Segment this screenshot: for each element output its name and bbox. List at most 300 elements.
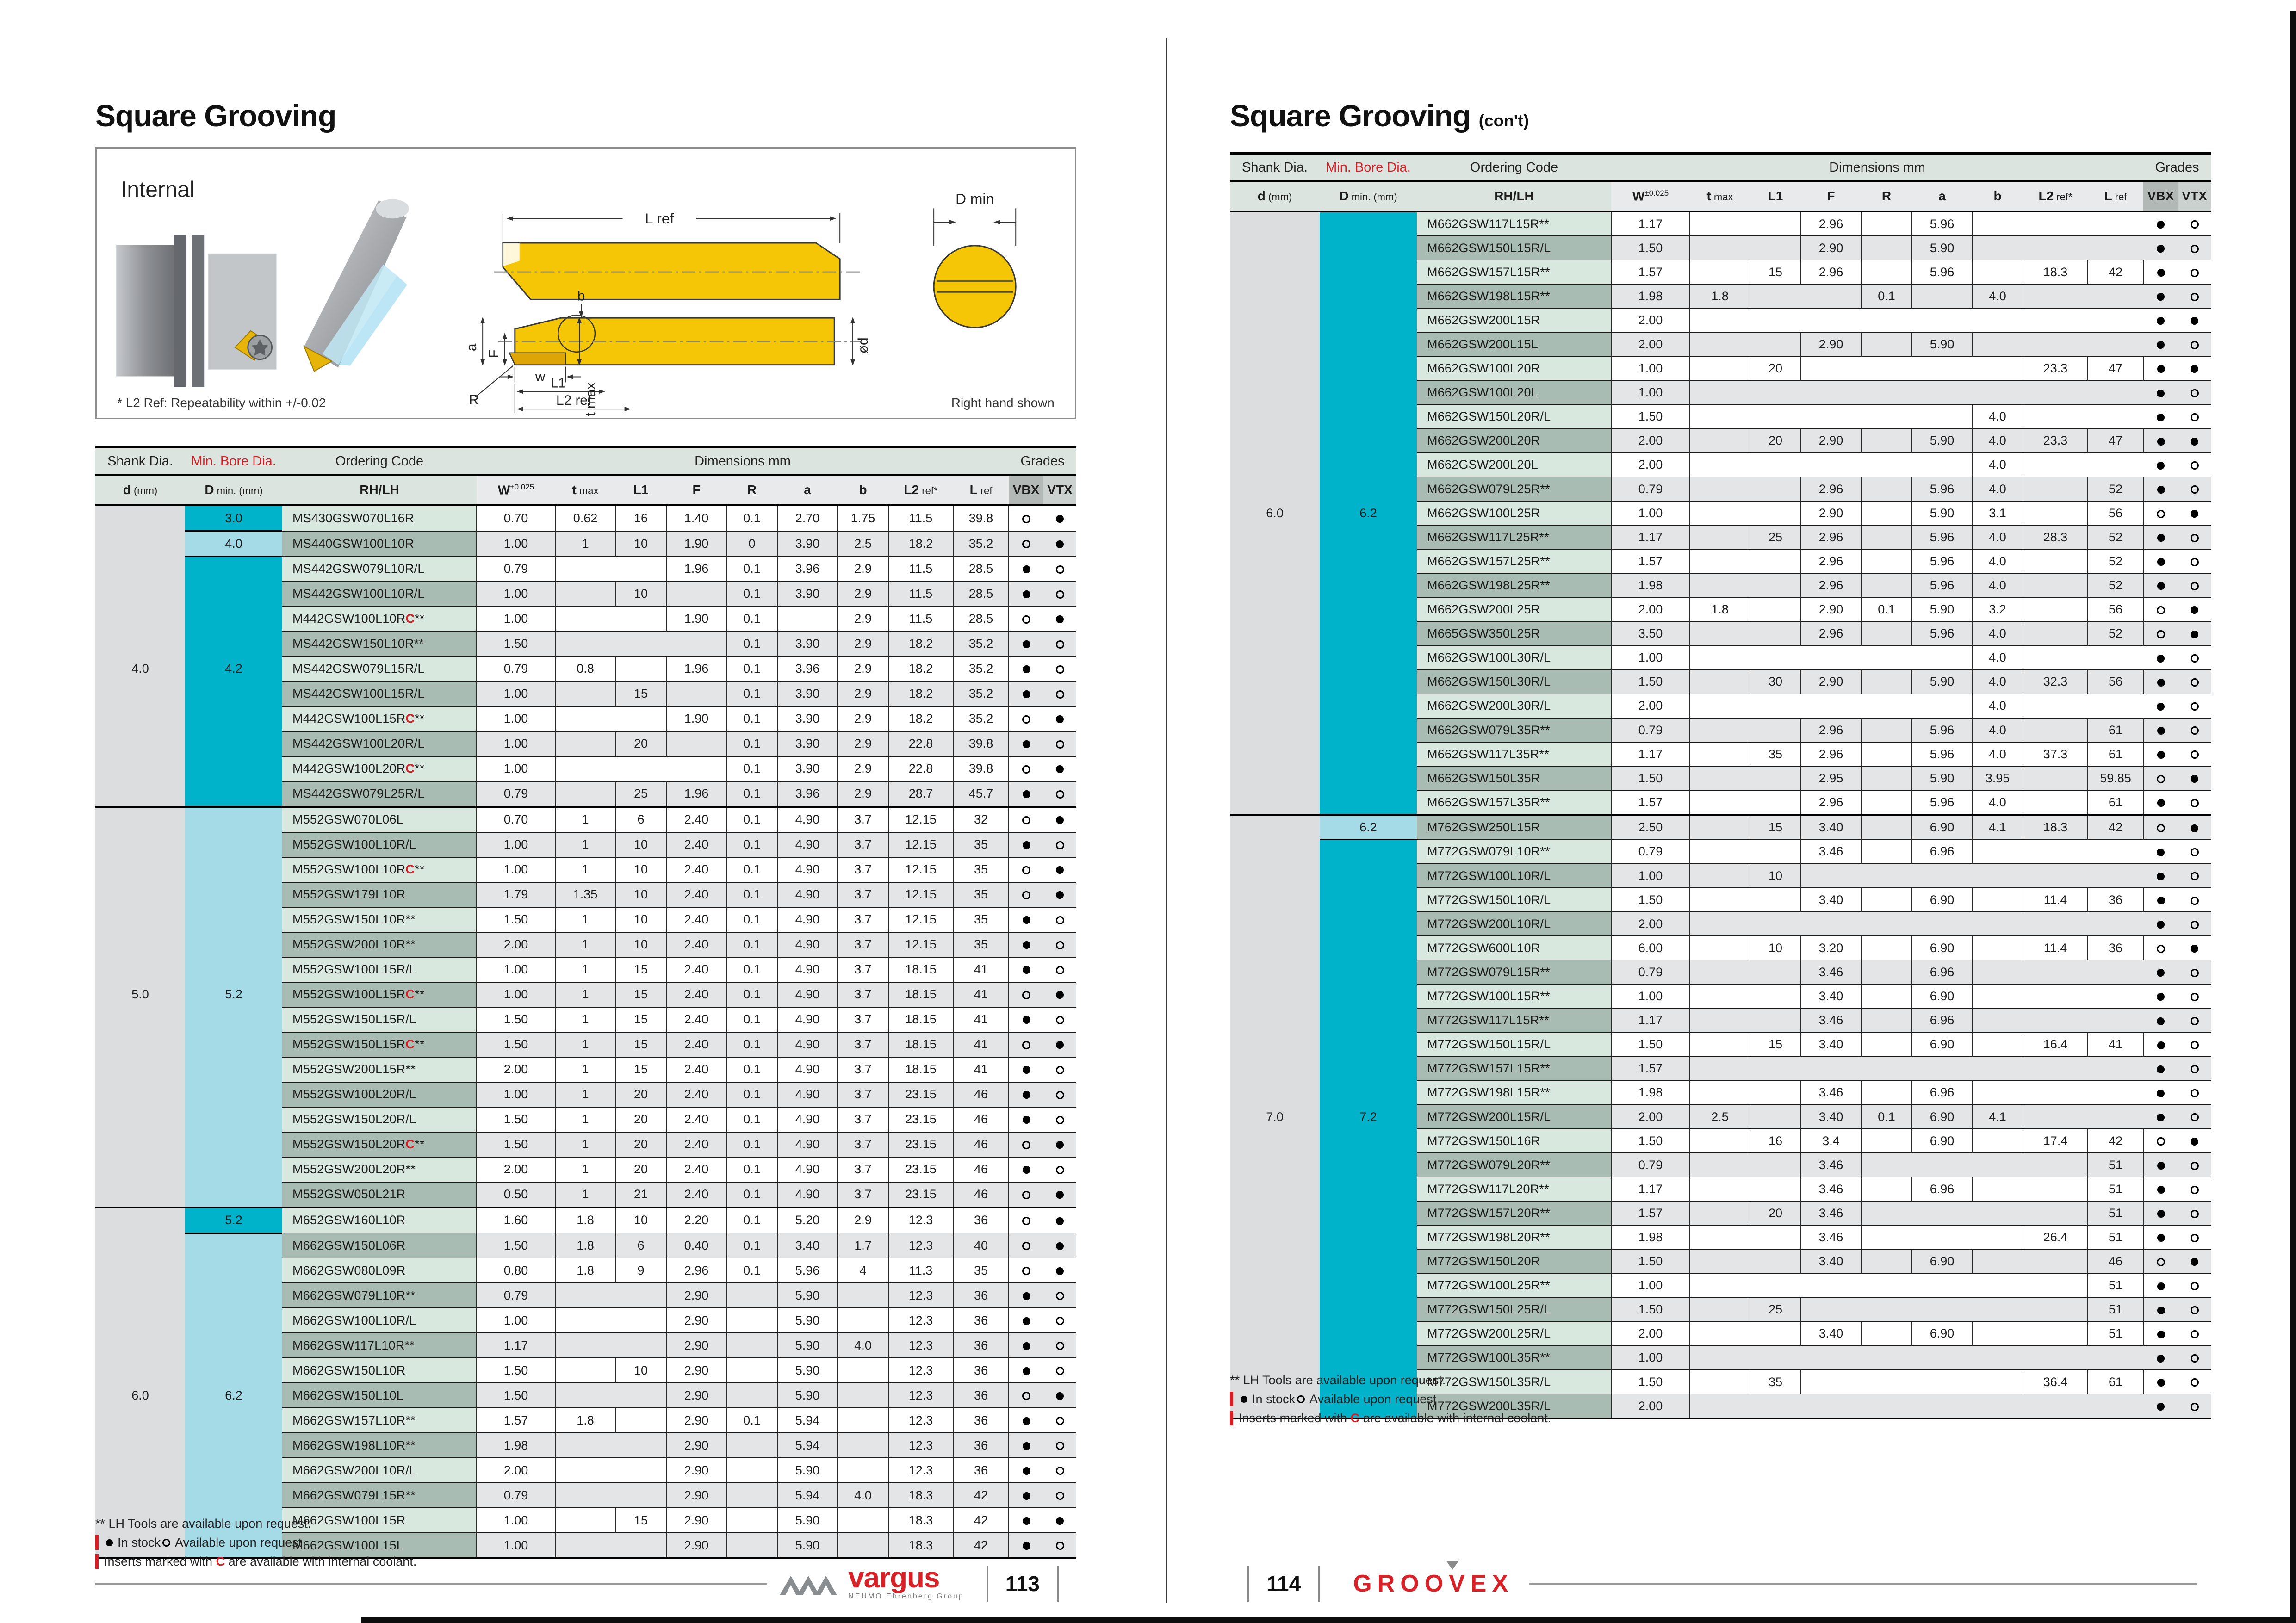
cell-min-bore-dia xyxy=(1320,381,1417,405)
in-stock-dot xyxy=(2157,1017,2165,1025)
cell-grade-vbx xyxy=(2143,766,2178,790)
cell-l1: 6 xyxy=(615,807,666,832)
in-stock-dot xyxy=(1023,841,1030,849)
cell-a: 5.90 xyxy=(777,1308,838,1333)
cell-r xyxy=(726,1308,777,1333)
cell-grade-vtx xyxy=(1043,505,1076,531)
cell-lref xyxy=(2088,211,2143,236)
on-request-dot xyxy=(1022,866,1030,874)
on-request-dot xyxy=(2157,1258,2165,1266)
cell-l2ref: 12.3 xyxy=(888,1408,953,1433)
cell-a: 5.94 xyxy=(777,1408,838,1433)
col-b: b xyxy=(838,475,888,506)
cell-w: 2.00 xyxy=(1611,912,1690,936)
cell-lref: 35.2 xyxy=(953,531,1009,557)
cell-a: 5.96 xyxy=(1912,525,1972,549)
cell-lref xyxy=(2088,1394,2143,1419)
cell-a: 6.90 xyxy=(1912,1033,1972,1057)
cell-a: 5.90 xyxy=(777,1283,838,1308)
cell-f: 3.40 xyxy=(1801,985,1861,1009)
table-row xyxy=(1230,308,2211,332)
cell-w: 1.57 xyxy=(1611,260,1690,284)
cell-grade-vbx xyxy=(1009,957,1043,982)
cell-w: 1.57 xyxy=(1611,790,1690,815)
on-request-dot xyxy=(2191,921,2199,929)
cell-r: 0.1 xyxy=(726,607,777,632)
on-request-dot xyxy=(1022,1041,1030,1049)
cell-b: 4.0 xyxy=(1972,718,2023,742)
cell-grade-vbx xyxy=(2143,211,2178,236)
in-stock-dot xyxy=(2157,873,2165,880)
cell-min-bore-dia xyxy=(1320,236,1417,260)
cell-grade-vtx xyxy=(2178,936,2211,960)
cell-min-bore-dia xyxy=(1320,718,1417,742)
cell-l2ref xyxy=(2023,912,2088,936)
in-stock-dot xyxy=(2157,341,2165,349)
cell-l2ref xyxy=(2023,1201,2088,1225)
cell-a: 4.90 xyxy=(777,807,838,832)
cell-shank-dia xyxy=(95,832,185,857)
cell-ordering-code: MS442GSW079L10R/L xyxy=(282,557,477,582)
cell-b xyxy=(1972,236,2023,260)
cell-a: 3.90 xyxy=(777,681,838,706)
cell-l1 xyxy=(615,1483,666,1508)
cell-r xyxy=(1861,525,1912,549)
cell-grade-vtx xyxy=(1043,756,1076,781)
on-request-dot xyxy=(1056,1066,1064,1074)
on-request-dot xyxy=(1056,1116,1064,1124)
cell-lref: 36 xyxy=(953,1433,1009,1458)
in-stock-dot xyxy=(2157,317,2165,325)
cell-a: 5.96 xyxy=(1912,790,1972,815)
col-d: d (mm) xyxy=(95,475,185,506)
cell-l2ref xyxy=(2023,381,2088,405)
cell-shank-dia xyxy=(95,907,185,932)
cell-tmax: 1 xyxy=(555,531,615,557)
cell-r xyxy=(1861,477,1912,501)
cell-shank-dia xyxy=(1230,694,1320,718)
table-row xyxy=(1230,815,2211,840)
cell-f: 2.40 xyxy=(666,1157,726,1182)
cell-r: 0.1 xyxy=(726,1233,777,1258)
cell-f: 2.90 xyxy=(1801,501,1861,525)
cell-shank-dia xyxy=(95,1132,185,1157)
dim-label-tmax: t max xyxy=(583,382,598,416)
cell-min-bore-dia xyxy=(185,706,282,731)
cell-l2ref: 12.3 xyxy=(888,1208,953,1233)
cell-a: 3.90 xyxy=(777,706,838,731)
cell-f xyxy=(1801,864,1861,888)
cell-ordering-code: M772GSW117L15R** xyxy=(1417,1009,1611,1033)
cell-r xyxy=(1861,718,1912,742)
cell-w: 1.50 xyxy=(477,1107,555,1132)
cell-w: 2.50 xyxy=(1611,815,1690,840)
cell-f xyxy=(666,632,726,657)
tool-body-top xyxy=(503,243,840,299)
cell-r xyxy=(1861,260,1912,284)
cell-ordering-code: M662GSW100L15R xyxy=(282,1508,477,1533)
cell-tmax xyxy=(1690,912,1750,936)
diagram-note: * L2 Ref: Repeatability within +/-0.02 xyxy=(117,396,326,410)
cell-f: 2.90 xyxy=(666,1333,726,1358)
cell-tmax xyxy=(1690,864,1750,888)
cell-grade-vbx xyxy=(1009,756,1043,781)
cell-shank-dia xyxy=(1230,790,1320,815)
cell-l1 xyxy=(1750,960,1801,984)
cell-grade-vbx xyxy=(2143,573,2178,597)
cell-grade-vtx xyxy=(2178,864,2211,888)
cell-l2ref xyxy=(2023,1177,2088,1201)
cell-r xyxy=(1861,501,1912,525)
cell-a: 3.90 xyxy=(777,632,838,657)
on-request-dot xyxy=(1056,790,1064,799)
cell-r xyxy=(1861,1370,1912,1394)
cell-grade-vtx xyxy=(1043,706,1076,731)
cell-a: 4.90 xyxy=(777,907,838,932)
table-row xyxy=(1230,405,2211,429)
cell-min-bore-dia xyxy=(1320,1298,1417,1322)
cell-w: 1.50 xyxy=(477,1358,555,1383)
cell-l1: 20 xyxy=(615,1157,666,1182)
cell-f: 2.96 xyxy=(1801,790,1861,815)
cell-grade-vbx xyxy=(2143,864,2178,888)
cell-l1: 15 xyxy=(615,957,666,982)
cell-min-bore-dia xyxy=(1320,1250,1417,1274)
cell-lref: 40 xyxy=(953,1233,1009,1258)
cell-w: 1.00 xyxy=(477,607,555,632)
cell-l2ref xyxy=(2023,1322,2088,1346)
header-min-bore-dia: Min. Bore Dia. xyxy=(185,447,282,475)
cell-tmax: 1 xyxy=(555,1132,615,1157)
cell-l1 xyxy=(1750,1274,1801,1298)
cell-b: 2.9 xyxy=(838,781,888,807)
cell-a: 4.90 xyxy=(777,882,838,907)
cell-l1 xyxy=(1750,1057,1801,1081)
on-request-dot xyxy=(1022,715,1030,724)
cell-w: 1.50 xyxy=(1611,888,1690,912)
cell-grade-vtx xyxy=(2178,694,2211,718)
col-tmax: t max xyxy=(1690,181,1750,212)
on-request-dot xyxy=(2191,654,2199,663)
cell-ordering-code: M552GSW070L06L xyxy=(282,807,477,832)
on-request-dot xyxy=(2191,969,2199,977)
cell-b xyxy=(838,1283,888,1308)
cell-r: 0.1 xyxy=(1861,598,1912,622)
cell-w: 2.00 xyxy=(477,1157,555,1182)
in-stock-dot xyxy=(2157,1162,2165,1170)
cell-a xyxy=(1912,1370,1972,1394)
cell-r: 0.1 xyxy=(726,657,777,681)
header-grades: Grades xyxy=(2143,153,2211,181)
cell-a: 5.90 xyxy=(1912,766,1972,790)
diagram-hand-note: Right hand shown xyxy=(951,396,1055,410)
cell-w: 2.00 xyxy=(1611,453,1690,477)
cell-grade-vbx xyxy=(2143,1009,2178,1033)
cell-shank-dia xyxy=(1230,646,1320,670)
in-stock-dot xyxy=(1056,891,1064,899)
cell-ordering-code: M772GSW150L15R/L xyxy=(1417,1033,1611,1057)
cell-w: 1.00 xyxy=(477,957,555,982)
on-request-dot xyxy=(2191,726,2199,735)
cell-b: 2.5 xyxy=(838,531,888,557)
cell-shank-dia xyxy=(95,1483,185,1508)
cell-lref xyxy=(2088,840,2143,864)
grooving-table-left xyxy=(95,446,1076,1559)
cell-grade-vtx xyxy=(1043,882,1076,907)
cell-shank-dia xyxy=(95,1258,185,1283)
cell-grade-vtx xyxy=(1043,1157,1076,1182)
cell-w: 1.50 xyxy=(1611,405,1690,429)
cell-l1: 10 xyxy=(1750,864,1801,888)
cell-ordering-code: M662GSW198L10R** xyxy=(282,1433,477,1458)
tool-front-view xyxy=(934,246,1016,328)
cell-shank-dia xyxy=(95,706,185,731)
cell-w: 2.00 xyxy=(1611,598,1690,622)
cell-b: 4.0 xyxy=(838,1333,888,1358)
cell-grade-vbx xyxy=(1009,1433,1043,1458)
in-stock-dot xyxy=(1056,866,1064,874)
in-stock-dot xyxy=(2157,655,2165,663)
cell-w: 1.50 xyxy=(477,1032,555,1057)
on-request-dot xyxy=(2191,269,2199,277)
cell-lref: 36 xyxy=(2088,888,2143,912)
cell-l1: 15 xyxy=(615,1007,666,1032)
scan-edge-right xyxy=(2290,11,2296,1623)
header-dimensions: Dimensions mm xyxy=(1611,153,2143,181)
cell-ordering-code: M772GSW100L10R/L xyxy=(1417,864,1611,888)
cell-lref: 28.5 xyxy=(953,582,1009,607)
cell-ordering-code: M662GSW100L15L xyxy=(282,1533,477,1558)
table-row xyxy=(1230,1153,2211,1177)
cell-lref: 51 xyxy=(2088,1153,2143,1177)
on-request-dot xyxy=(1022,1141,1030,1149)
cell-r xyxy=(1861,1346,1912,1370)
cell-grade-vbx xyxy=(1009,632,1043,657)
cell-r xyxy=(1861,936,1912,960)
cell-ordering-code: M772GSW150L16R xyxy=(1417,1129,1611,1153)
cell-grade-vtx xyxy=(1043,1308,1076,1333)
cell-a xyxy=(1912,864,1972,888)
cell-r: 0.1 xyxy=(726,731,777,756)
cell-r xyxy=(1861,790,1912,815)
cell-r: 0.1 xyxy=(726,632,777,657)
on-request-dot xyxy=(2191,389,2199,397)
cell-tmax xyxy=(1690,1153,1750,1177)
on-request-dot xyxy=(1022,1242,1030,1250)
cell-tmax xyxy=(1690,429,1750,453)
on-request-dot xyxy=(2191,245,2199,253)
cell-l1 xyxy=(1750,573,1801,597)
cell-w: 1.00 xyxy=(477,1508,555,1533)
cell-shank-dia xyxy=(95,1082,185,1107)
cell-b xyxy=(1972,260,2023,284)
cell-l1: 20 xyxy=(615,1107,666,1132)
table-row xyxy=(1230,1201,2211,1225)
cell-min-bore-dia xyxy=(1320,694,1417,718)
cell-tmax xyxy=(1690,766,1750,790)
cell-min-bore-dia xyxy=(1320,1274,1417,1298)
cell-r: 0.1 xyxy=(726,1107,777,1132)
cell-tmax xyxy=(1690,1394,1750,1419)
cell-min-bore-dia xyxy=(1320,1346,1417,1370)
cell-b: 4.0 xyxy=(1972,742,2023,766)
cell-r xyxy=(1861,840,1912,864)
cell-w: 1.00 xyxy=(477,857,555,882)
table-row xyxy=(95,1057,1076,1082)
cell-r: 0.1 xyxy=(726,807,777,832)
cell-r xyxy=(726,1383,777,1408)
cell-b xyxy=(1972,936,2023,960)
cell-l2ref: 11.5 xyxy=(888,505,953,531)
cell-a: 3.40 xyxy=(777,1233,838,1258)
footnote-coolant: Inserts marked with C are available with internal coolant. xyxy=(1230,1411,1551,1425)
cell-tmax xyxy=(1690,260,1750,284)
col-rhlh: RH/LH xyxy=(282,475,477,506)
on-request-dot xyxy=(2191,1113,2199,1121)
cell-l1 xyxy=(1750,405,1801,429)
cell-shank-dia xyxy=(1230,381,1320,405)
in-stock-dot xyxy=(2157,751,2165,759)
cell-grade-vtx xyxy=(1043,1358,1076,1383)
in-stock-dot xyxy=(1023,590,1030,598)
cell-r: 0 xyxy=(726,531,777,557)
cell-min-bore-dia xyxy=(185,1483,282,1508)
cell-shank-dia xyxy=(1230,718,1320,742)
cell-r: 0.1 xyxy=(726,957,777,982)
cell-tmax xyxy=(1690,1009,1750,1033)
cell-a: 5.90 xyxy=(1912,598,1972,622)
cell-grade-vtx xyxy=(1043,657,1076,681)
cell-b xyxy=(1972,1394,2023,1419)
table-header-groups xyxy=(1230,153,2211,181)
cell-l1: 15 xyxy=(1750,1033,1801,1057)
table-row xyxy=(1230,501,2211,525)
cell-shank-dia xyxy=(1230,405,1320,429)
cell-b: 3.7 xyxy=(838,982,888,1007)
cell-tmax xyxy=(555,781,615,807)
cell-ordering-code: M772GSW079L10R** xyxy=(1417,840,1611,864)
on-request-dot xyxy=(1056,1542,1064,1550)
table-row xyxy=(95,531,1076,557)
on-request-dot xyxy=(2191,848,2199,856)
cell-ordering-code: M662GSW150L15R/L xyxy=(1417,236,1611,260)
cell-lref: 56 xyxy=(2088,598,2143,622)
cell-shank-dia xyxy=(1230,429,1320,453)
cell-l2ref: 12.3 xyxy=(888,1358,953,1383)
cell-shank-dia xyxy=(1230,1274,1320,1298)
in-stock-dot xyxy=(1023,1417,1030,1425)
cell-a: 6.90 xyxy=(1912,1322,1972,1346)
table-row xyxy=(95,1408,1076,1433)
cell-lref: 51 xyxy=(2088,1322,2143,1346)
cell-grade-vbx xyxy=(1009,582,1043,607)
cell-a: 6.90 xyxy=(1912,1129,1972,1153)
cell-ordering-code: M772GSW200L15R/L xyxy=(1417,1105,1611,1129)
cell-ordering-code: M662GSW150L35R xyxy=(1417,766,1611,790)
cell-tmax xyxy=(555,1433,615,1458)
cell-r xyxy=(726,1508,777,1533)
red-bar xyxy=(95,1535,99,1550)
cell-grade-vtx xyxy=(2178,1298,2211,1322)
cell-f: 2.40 xyxy=(666,1007,726,1032)
in-stock-dot xyxy=(1023,1367,1030,1375)
footnote-lh: ** LH Tools are available upon request. xyxy=(1230,1373,1446,1387)
cell-tmax xyxy=(555,1508,615,1533)
cell-grade-vtx xyxy=(1043,982,1076,1007)
cell-l1 xyxy=(1750,501,1801,525)
cell-f: 2.40 xyxy=(666,807,726,832)
cell-f xyxy=(1801,381,1861,405)
cell-b: 1.75 xyxy=(838,505,888,531)
cell-tmax xyxy=(1690,501,1750,525)
cell-min-bore-dia xyxy=(185,1057,282,1082)
on-request-dot xyxy=(2191,220,2199,229)
cell-f xyxy=(666,756,726,781)
cell-a: 5.90 xyxy=(1912,429,1972,453)
cell-shank-dia xyxy=(95,1057,185,1082)
coolant-c-mark: C xyxy=(405,1037,415,1051)
cell-l2ref: 12.3 xyxy=(888,1308,953,1333)
cell-b: 4.0 xyxy=(1972,453,2023,477)
cell-a: 4.90 xyxy=(777,1057,838,1082)
cell-l2ref xyxy=(2023,308,2088,332)
in-stock-dot xyxy=(1023,1066,1030,1074)
cell-b xyxy=(1972,1346,2023,1370)
table-row xyxy=(95,1208,1076,1233)
cell-grade-vbx xyxy=(1009,1057,1043,1082)
cell-ordering-code: MS442GSW100L15R/L xyxy=(282,681,477,706)
cell-grade-vtx xyxy=(1043,1182,1076,1208)
cell-a: 4.90 xyxy=(777,832,838,857)
in-stock-dot xyxy=(2157,969,2165,977)
cell-tmax xyxy=(555,1283,615,1308)
cell-l1: 10 xyxy=(615,1208,666,1233)
in-stock-dot xyxy=(2191,824,2198,832)
on-request-dot xyxy=(1056,590,1064,599)
page-footer-left xyxy=(95,1563,1076,1604)
on-request-dot xyxy=(2157,510,2165,518)
cell-grade-vbx xyxy=(1009,1157,1043,1182)
cell-b: 3.7 xyxy=(838,1107,888,1132)
cell-a: 5.90 xyxy=(1912,670,1972,694)
in-stock-dot xyxy=(1056,991,1064,999)
cell-b: 3.95 xyxy=(1972,766,2023,790)
cell-l2ref xyxy=(2023,549,2088,573)
header-shank-dia: Shank Dia. xyxy=(1230,153,1320,181)
on-request-dot xyxy=(2191,750,2199,759)
cell-tmax: 1 xyxy=(555,1057,615,1082)
cell-l2ref xyxy=(2023,598,2088,622)
on-request-dot xyxy=(2191,799,2199,807)
cell-tmax xyxy=(1690,308,1750,332)
cell-lref: 47 xyxy=(2088,429,2143,453)
on-request-dot xyxy=(2191,872,2199,880)
in-stock-dot xyxy=(2157,462,2165,470)
cell-min-bore-dia xyxy=(185,957,282,982)
cell-shank-dia xyxy=(95,1408,185,1433)
cell-grade-vbx xyxy=(1009,706,1043,731)
cell-w: 2.00 xyxy=(477,1458,555,1483)
cell-f: 0.40 xyxy=(666,1233,726,1258)
cell-grade-vbx xyxy=(2143,1081,2178,1105)
cell-ordering-code: M662GSW150L10R xyxy=(282,1358,477,1383)
col-dmin: D min. (mm) xyxy=(185,475,282,506)
cell-l1 xyxy=(1750,332,1801,356)
cell-w: 2.00 xyxy=(1611,694,1690,718)
cell-f: 2.96 xyxy=(1801,622,1861,646)
cell-l1 xyxy=(1750,1105,1801,1129)
cell-ordering-code: M772GSW198L15R** xyxy=(1417,1081,1611,1105)
